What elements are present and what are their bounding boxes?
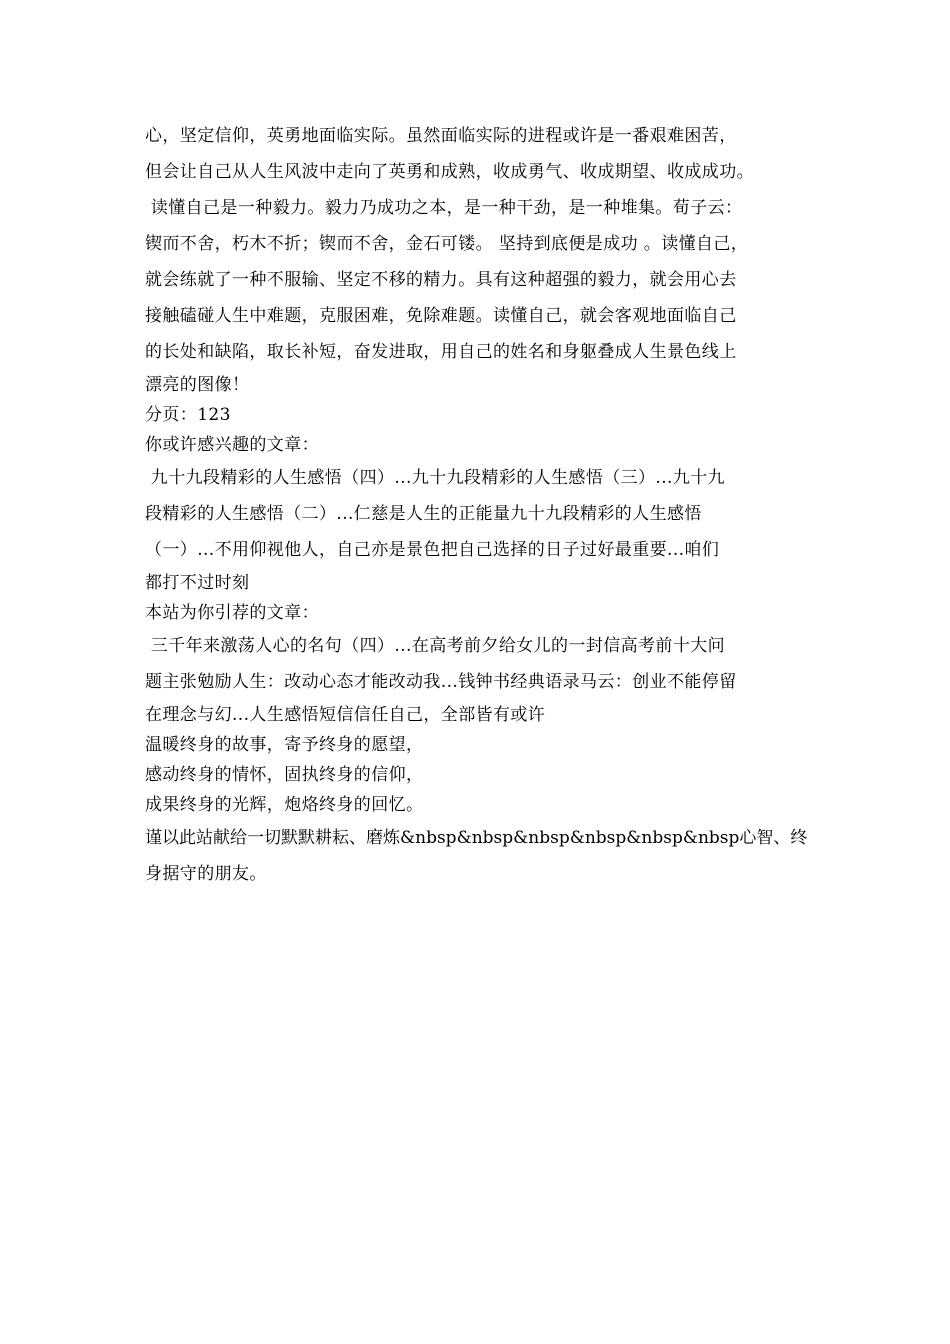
- text-line: 漂亮的图像！: [145, 375, 250, 395]
- text-line: 但会让自己从人生风波中走向了英勇和成熟，收成勇气、收成期望、收成成功。: [145, 162, 754, 182]
- related-articles-list: [145, 460, 810, 598]
- text-line: 接触磕碰人生中难题，克服困难，免除难题。读懂自己，就会客观地面临自己: [145, 306, 737, 326]
- verse-line: 温暖终身的故事，寄予终身的愿望，: [145, 735, 424, 755]
- text-line: 就会练就了一种不服输、坚定不移的精力。具有这种超强的毅力，就会用心去: [145, 270, 737, 290]
- recommended-article-links[interactable]: 题主张勉励人生：改动心态才能改动我...钱钟书经典语录马云：创业不能停留: [145, 672, 737, 692]
- recommended-articles-list: [145, 628, 810, 730]
- text-line: 谨以此站献给一切默默耕耘、磨炼&nbsp&nbsp&nbsp&nbsp&nbsp&nbsp心智、终: [145, 828, 808, 848]
- document-page: [145, 118, 810, 892]
- text-line: 读懂自己是一种毅力。毅力乃成功之本，是一种干劲，是一种堆集。荀子云：: [145, 198, 743, 218]
- recommended-article-links[interactable]: 在理念与幻...人生感悟短信信任自己，全部皆有或许: [145, 705, 546, 725]
- related-article-links[interactable]: （一）...不用仰视他人，自己亦是景色把自己选择的日子过好最重要...咱们: [145, 540, 720, 560]
- verse-line: 成果终身的光辉，炮烙终身的回忆。: [145, 795, 424, 815]
- text-line: 的长处和缺陷，取长补短，奋发进取，用自己的姓名和身躯叠成人生景色线上: [145, 342, 737, 362]
- text-line: 锲而不舍，朽木不折；锲而不舍，金石可镂。 坚持到底便是成功 。读懂自己，: [145, 234, 749, 254]
- related-article-links[interactable]: 段精彩的人生感悟（二）...仁慈是人生的正能量九十九段精彩的人生感悟: [145, 504, 702, 524]
- closing-dedication: [145, 820, 810, 892]
- dedication-verse: [145, 730, 810, 820]
- related-article-links[interactable]: 九十九段精彩的人生感悟（四）...九十九段精彩的人生感悟（三）...九十九: [145, 468, 726, 488]
- text-line: 身据守的朋友。: [145, 864, 267, 884]
- text-line: 心，坚定信仰，英勇地面临实际。虽然面临实际的进程或许是一番艰难困苦，: [145, 126, 737, 146]
- related-articles-heading: 你或许感兴趣的文章：: [145, 435, 319, 455]
- body-paragraph: [145, 118, 810, 400]
- recommended-article-links[interactable]: 三千年来激荡人心的名句（四）...在高考前夕给女儿的一封信高考前十大问: [145, 636, 726, 656]
- verse-line: 感动终身的情怀，固执终身的信仰，: [145, 765, 424, 785]
- recommended-articles-heading: 本站为你引荐的文章：: [145, 603, 319, 623]
- related-article-links[interactable]: 都打不过时刻: [145, 573, 250, 593]
- pagination-label: 分页：123: [145, 405, 231, 425]
